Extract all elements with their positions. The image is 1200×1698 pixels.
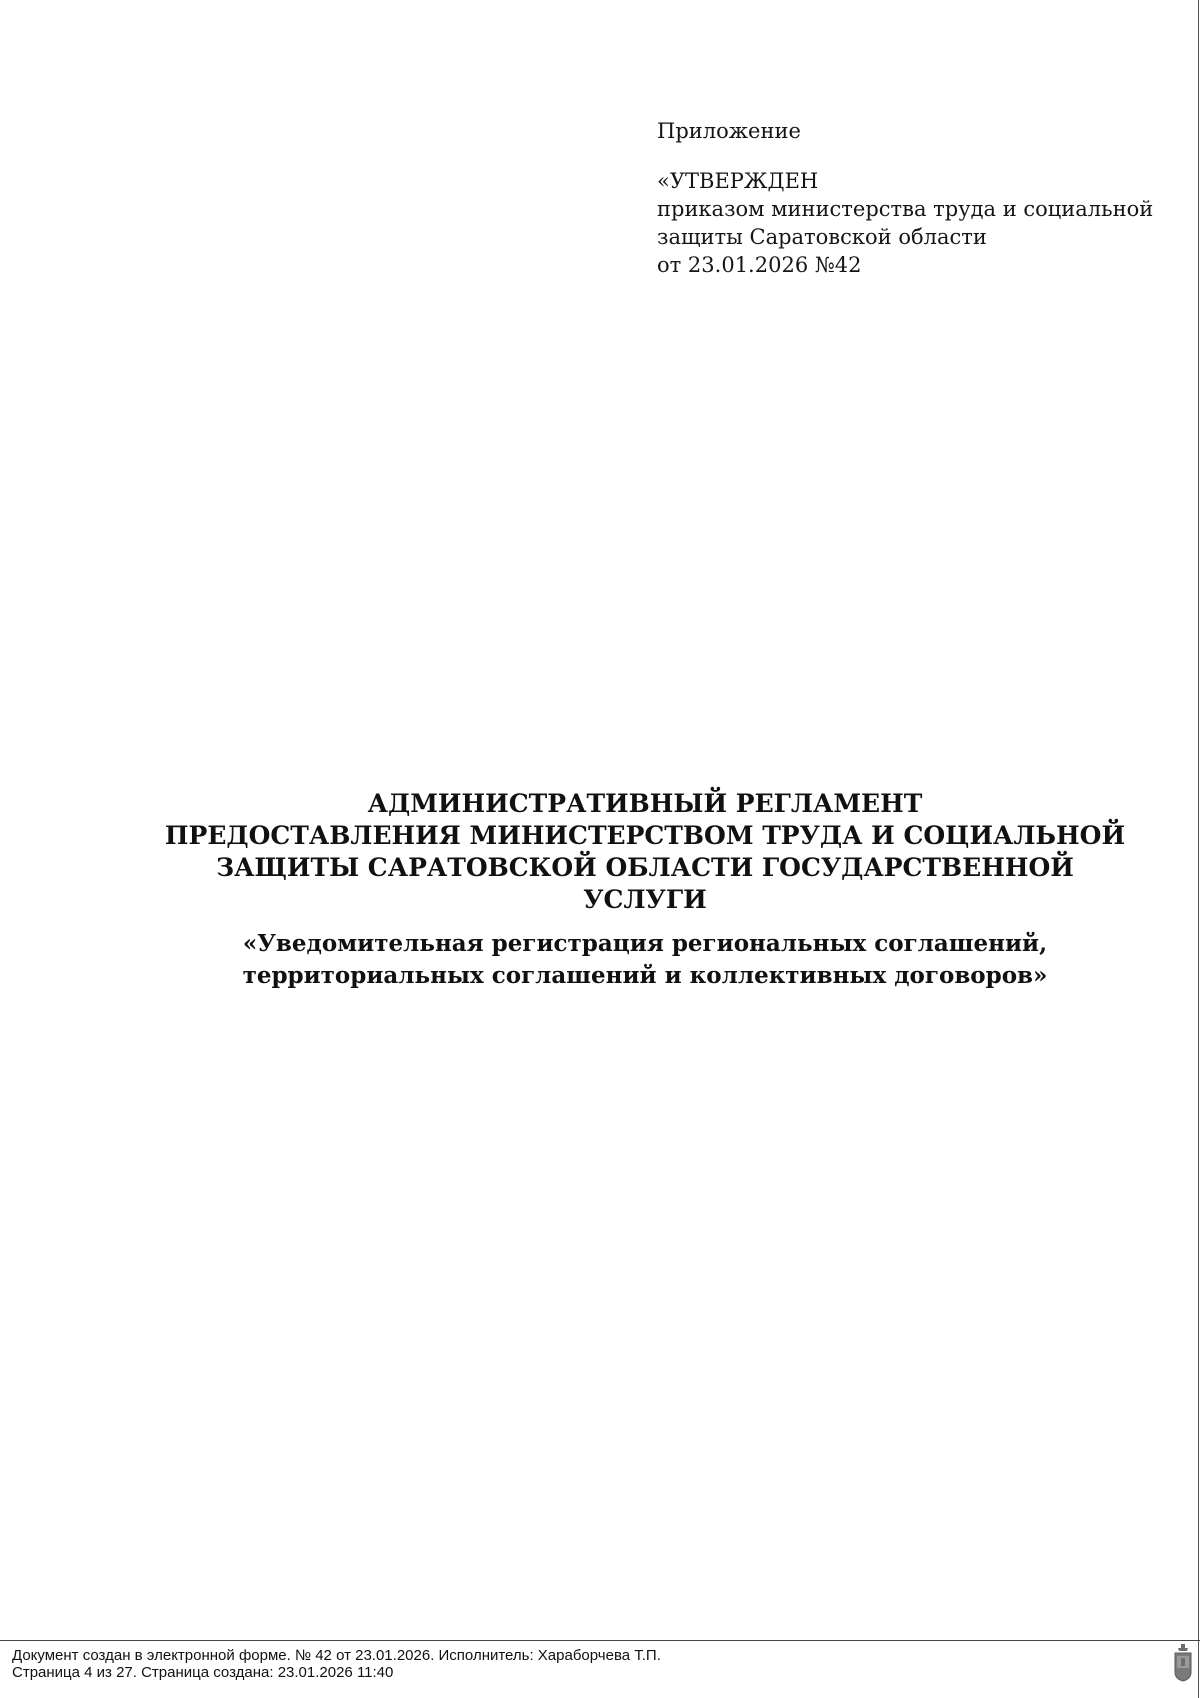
approval-line-order: приказом министерства труда и социальной [657,197,1154,221]
approval-line-region: защиты Саратовской области [657,225,987,249]
footer-page-info: Страница 4 из 27. Страница создана: 23.01.2026 11:40 [12,1664,394,1681]
document-subtitle-line: территориальных соглашений и коллективных договоров» [242,962,1048,989]
document-title-line: УСЛУГИ [583,885,707,914]
document-subtitle [120,928,1170,992]
approval-line-date: от 23.01.2026 №42 [657,253,862,277]
footer-divider [0,1640,1200,1641]
document-title-block [120,788,1170,992]
document-title-line: ПРЕДОСТАВЛЕНИЯ МИНИСТЕРСТВОМ ТРУДА И СОЦИАЛЬНОЙ [164,821,1126,850]
appendix-label: Приложение [657,119,801,143]
page-edge-line [1198,0,1199,1698]
document-title-line: ЗАЩИТЫ САРАТОВСКОЙ ОБЛАСТИ ГОСУДАРСТВЕННОЙ [216,853,1074,882]
approval-stamp-block [657,117,1177,279]
approval-line-approved: «УТВЕРЖДЕН [657,169,819,193]
coat-of-arms-icon [1172,1642,1194,1682]
footer-document-info: Документ создан в электронной форме. № 42 от 23.01.2026. Исполнитель: Хараборчева Т.П. [12,1647,661,1664]
document-subtitle-line: «Уведомительная регистрация региональных соглашений, [242,930,1048,957]
footer-info [12,1647,661,1681]
document-title-line: АДМИНИСТРАТИВНЫЙ РЕГЛАМЕНТ [367,789,923,818]
